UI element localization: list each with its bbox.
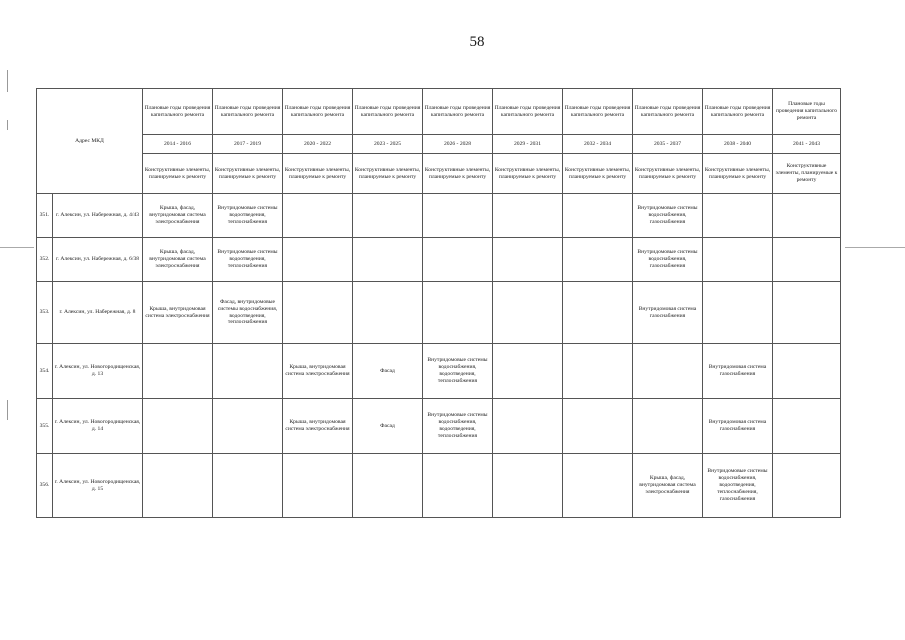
- period-cell: 2029 - 2031: [493, 135, 563, 154]
- header-title-cell: Плановые годы проведения капитального ремонта: [493, 89, 563, 135]
- repair-elements-cell: Внутридомовые системы водоснабжения, водоотведения, теплоснабжения, газоснабжения: [703, 454, 773, 518]
- repair-schedule-table: [36, 88, 841, 518]
- row-number: 355.: [37, 399, 53, 454]
- repair-elements-cell: [703, 238, 773, 282]
- building-address: г. Алексин, ул. Набережная, д. 8: [53, 282, 143, 344]
- repair-elements-cell: [493, 344, 563, 399]
- building-address: г. Алексин, ул. Набережная, д. 6/38: [53, 238, 143, 282]
- repair-elements-cell: [493, 194, 563, 238]
- header-title-cell: Плановые годы проведения капитального ремонта: [353, 89, 423, 135]
- table-row: [37, 238, 841, 282]
- header-elements-row: [37, 154, 841, 194]
- table-row: [37, 194, 841, 238]
- repair-elements-cell: Внутридомовые системы водоснабжения, газоснабжения: [633, 194, 703, 238]
- repair-elements-cell: [633, 399, 703, 454]
- repair-elements-cell: [283, 282, 353, 344]
- table-row: [37, 344, 841, 399]
- repair-elements-cell: Крыша, внутридомовая система электроснабжения: [283, 399, 353, 454]
- period-cell: 2035 - 2037: [633, 135, 703, 154]
- header-title-cell: Плановые годы проведения капитального ремонта: [283, 89, 353, 135]
- repair-elements-cell: Крыша, внутридомовая система электроснабжения: [143, 282, 213, 344]
- row-number: 356.: [37, 454, 53, 518]
- repair-elements-cell: [143, 399, 213, 454]
- elements-header-cell: Конструктивные элементы, планируемые к ремонту: [143, 154, 213, 194]
- repair-elements-cell: [423, 194, 493, 238]
- repair-elements-cell: [423, 454, 493, 518]
- repair-elements-cell: [283, 194, 353, 238]
- row-number: 352.: [37, 238, 53, 282]
- elements-header-cell: Конструктивные элементы, планируемые к ремонту: [213, 154, 283, 194]
- repair-elements-cell: [773, 454, 841, 518]
- header-title-cell: Плановые годы проведения капитального ремонта: [633, 89, 703, 135]
- repair-elements-cell: [143, 344, 213, 399]
- repair-elements-cell: [773, 282, 841, 344]
- header-title-cell: Плановые годы проведения капитального ремонта: [773, 89, 841, 135]
- address-header: Адрес МКД: [37, 89, 143, 194]
- scan-margin-mark: [7, 400, 8, 420]
- repair-elements-cell: [563, 399, 633, 454]
- repair-elements-cell: Внутридомовые системы водоотведения, теплоснабжения: [213, 238, 283, 282]
- repair-elements-cell: [213, 344, 283, 399]
- period-cell: 2017 - 2019: [213, 135, 283, 154]
- repair-elements-cell: [773, 238, 841, 282]
- header-period-row: [37, 135, 841, 154]
- scan-margin-mark: [845, 247, 905, 248]
- repair-elements-cell: [423, 282, 493, 344]
- repair-elements-cell: Крыша, фасад, внутридомовая система электроснабжения: [633, 454, 703, 518]
- elements-header-cell: Конструктивные элементы, планируемые к ремонту: [633, 154, 703, 194]
- repair-elements-cell: [283, 238, 353, 282]
- period-cell: 2026 - 2028: [423, 135, 493, 154]
- scan-margin-mark: [7, 70, 8, 92]
- repair-elements-cell: Фасад, внутридомовые системы водоснабжения, водоотведения, теплоснабжения: [213, 282, 283, 344]
- repair-elements-cell: [563, 194, 633, 238]
- period-cell: 2023 - 2025: [353, 135, 423, 154]
- repair-elements-cell: [493, 399, 563, 454]
- repair-elements-cell: [773, 194, 841, 238]
- period-cell: 2038 - 2040: [703, 135, 773, 154]
- building-address: г. Алексин, ул. Новогородищенская, д. 14: [53, 399, 143, 454]
- table-row: [37, 454, 841, 518]
- scan-margin-mark: [0, 247, 34, 248]
- repair-elements-cell: [703, 194, 773, 238]
- repair-elements-cell: [353, 282, 423, 344]
- elements-header-cell: Конструктивные элементы, планируемые к ремонту: [283, 154, 353, 194]
- repair-elements-cell: [423, 238, 493, 282]
- elements-header-cell: Конструктивные элементы, планируемые к ремонту: [773, 154, 841, 194]
- elements-header-cell: Конструктивные элементы, планируемые к ремонту: [493, 154, 563, 194]
- header-title-row: [37, 89, 841, 135]
- repair-elements-cell: Фасад: [353, 399, 423, 454]
- repair-elements-cell: [563, 238, 633, 282]
- building-address: г. Алексин, ул. Новогородищенская, д. 13: [53, 344, 143, 399]
- period-cell: 2041 - 2043: [773, 135, 841, 154]
- header-title-cell: Плановые годы проведения капитального ремонта: [143, 89, 213, 135]
- repair-elements-cell: [563, 454, 633, 518]
- repair-elements-cell: [493, 238, 563, 282]
- repair-elements-cell: [353, 194, 423, 238]
- building-address: г. Алексин, ул. Набережная, д. 4/43: [53, 194, 143, 238]
- repair-elements-cell: [213, 399, 283, 454]
- period-cell: 2032 - 2034: [563, 135, 633, 154]
- scan-margin-mark: [7, 120, 8, 130]
- repair-elements-cell: [493, 454, 563, 518]
- repair-elements-cell: Фасад: [353, 344, 423, 399]
- row-number: 354.: [37, 344, 53, 399]
- repair-elements-cell: Внутридомовые системы водоотведения, теплоснабжения: [213, 194, 283, 238]
- repair-elements-cell: Крыша, фасад, внутридомовая система электроснабжения: [143, 194, 213, 238]
- repair-elements-cell: [283, 454, 353, 518]
- header-title-cell: Плановые годы проведения капитального ремонта: [423, 89, 493, 135]
- header-title-cell: Плановые годы проведения капитального ремонта: [213, 89, 283, 135]
- building-address: г. Алексин, ул. Новогородищенская, д. 15: [53, 454, 143, 518]
- repair-elements-cell: [213, 454, 283, 518]
- elements-header-cell: Конструктивные элементы, планируемые к ремонту: [563, 154, 633, 194]
- repair-elements-cell: [563, 282, 633, 344]
- repair-elements-cell: [773, 399, 841, 454]
- row-number: 351.: [37, 194, 53, 238]
- repair-elements-cell: Внутридомовые системы водоснабжения, водоотведения, теплоснабжения: [423, 399, 493, 454]
- row-number: 353.: [37, 282, 53, 344]
- table-row: [37, 399, 841, 454]
- elements-header-cell: Конструктивные элементы, планируемые к ремонту: [353, 154, 423, 194]
- repair-elements-cell: Внутридомовые системы водоснабжения, газоснабжения: [633, 238, 703, 282]
- repair-elements-cell: [353, 238, 423, 282]
- repair-elements-cell: [703, 282, 773, 344]
- repair-elements-cell: Внутридомовая система газоснабжения: [703, 344, 773, 399]
- repair-elements-cell: Внутридомовые системы водоснабжения, водоотведения, теплоснабжения: [423, 344, 493, 399]
- repair-elements-cell: Крыша, внутридомовая система электроснабжения: [283, 344, 353, 399]
- repair-elements-cell: [353, 454, 423, 518]
- repair-elements-cell: [633, 344, 703, 399]
- elements-header-cell: Конструктивные элементы, планируемые к ремонту: [423, 154, 493, 194]
- period-cell: 2020 - 2022: [283, 135, 353, 154]
- repair-elements-cell: Внутридомовая система газоснабжения: [703, 399, 773, 454]
- repair-elements-cell: Внутридомовая система газоснабжения: [633, 282, 703, 344]
- repair-elements-cell: [143, 454, 213, 518]
- period-cell: 2014 - 2016: [143, 135, 213, 154]
- header-title-cell: Плановые годы проведения капитального ремонта: [703, 89, 773, 135]
- repair-elements-cell: Крыша, фасад, внутридомовая система электроснабжения: [143, 238, 213, 282]
- repair-elements-cell: [773, 344, 841, 399]
- elements-header-cell: Конструктивные элементы, планируемые к ремонту: [703, 154, 773, 194]
- repair-elements-cell: [563, 344, 633, 399]
- table-row: [37, 282, 841, 344]
- page-number: 58: [469, 34, 485, 50]
- repair-elements-cell: [493, 282, 563, 344]
- header-title-cell: Плановые годы проведения капитального ремонта: [563, 89, 633, 135]
